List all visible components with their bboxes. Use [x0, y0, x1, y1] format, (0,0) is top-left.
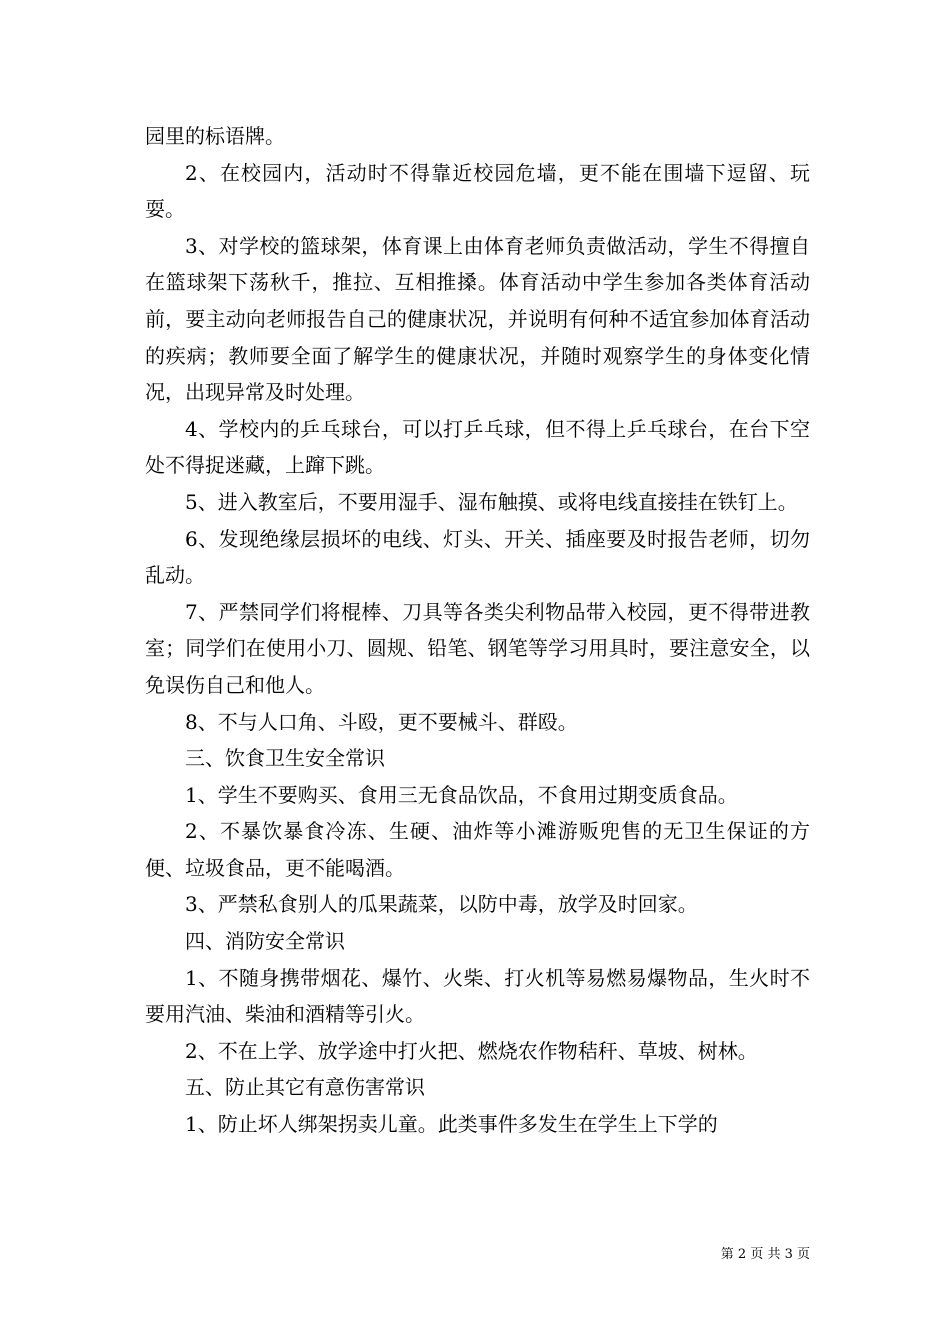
section-heading: 三、饮食卫生安全常识: [185, 746, 385, 771]
paragraph: 1、学生不要购买、食用三无食品饮品，不食用过期变质食品。: [185, 782, 738, 807]
section-heading: 四、消防安全常识: [185, 929, 345, 954]
paragraph: 3、严禁私食别人的瓜果蔬菜，以防中毒，放学及时回家。: [185, 892, 698, 917]
paragraph: 3、对学校的篮球架，体育课上由体育老师负责做活动，学生不得擅自在篮球架下荡秋千，推拉、互相推搡。体育活动中学生参加各类体育活动前，要主动向老师报告自己的健康状况，并说明有何种不适宜参加体育活动的疾病；教师要全面了解学生的健康状况，并随时观察学生的身体变化情况，出现异常及时处理。: [145, 233, 810, 405]
paragraph: 5、进入教室后，不要用湿手、湿布触摸、或将电线直接挂在铁钉上。: [185, 489, 798, 514]
paragraph: 6、发现绝缘层损坏的电线、灯头、开关、插座要及时报告老师，切勿乱动。: [145, 526, 810, 588]
paragraph: 2、不在上学、放学途中打火把、燃烧农作物秸秆、草坡、树林。: [185, 1038, 758, 1063]
document-body: [145, 118, 810, 1143]
paragraph: 2、在校园内，活动时不得靠近校园危墙，更不能在围墙下逗留、玩耍。: [145, 160, 810, 222]
section-heading: 五、防止其它有意伤害常识: [185, 1075, 425, 1100]
paragraph: 7、严禁同学们将棍棒、刀具等各类尖利物品带入校园，更不得带进教室；同学们在使用小刀、圆规、铅笔、钢笔等学习用具时，要注意安全，以免误伤自己和他人。: [145, 599, 810, 697]
paragraph: 2、不暴饮暴食冷冻、生硬、油炸等小滩游贩兜售的无卫生保证的方便、垃圾食品，更不能喝酒。: [145, 819, 810, 880]
page-number: 第 2 页 共 3 页: [720, 1247, 810, 1262]
paragraph: 1、不随身携带烟花、爆竹、火柴、打火机等易燃易爆物品，生火时不要用汽油、柴油和酒精等引火。: [145, 965, 810, 1027]
paragraph: 园里的标语牌。: [145, 124, 285, 148]
paragraph: 1、防止坏人绑架拐卖儿童。此类事件多发生在学生上下学的: [185, 1112, 718, 1137]
paragraph: 8、不与人口角、斗殴，更不要械斗、群殴。: [185, 709, 578, 734]
paragraph: 4、学校内的乒乓球台，可以打乒乓球，但不得上乒乓球台，在台下空处不得捉迷藏，上蹿下跳。: [145, 416, 810, 478]
